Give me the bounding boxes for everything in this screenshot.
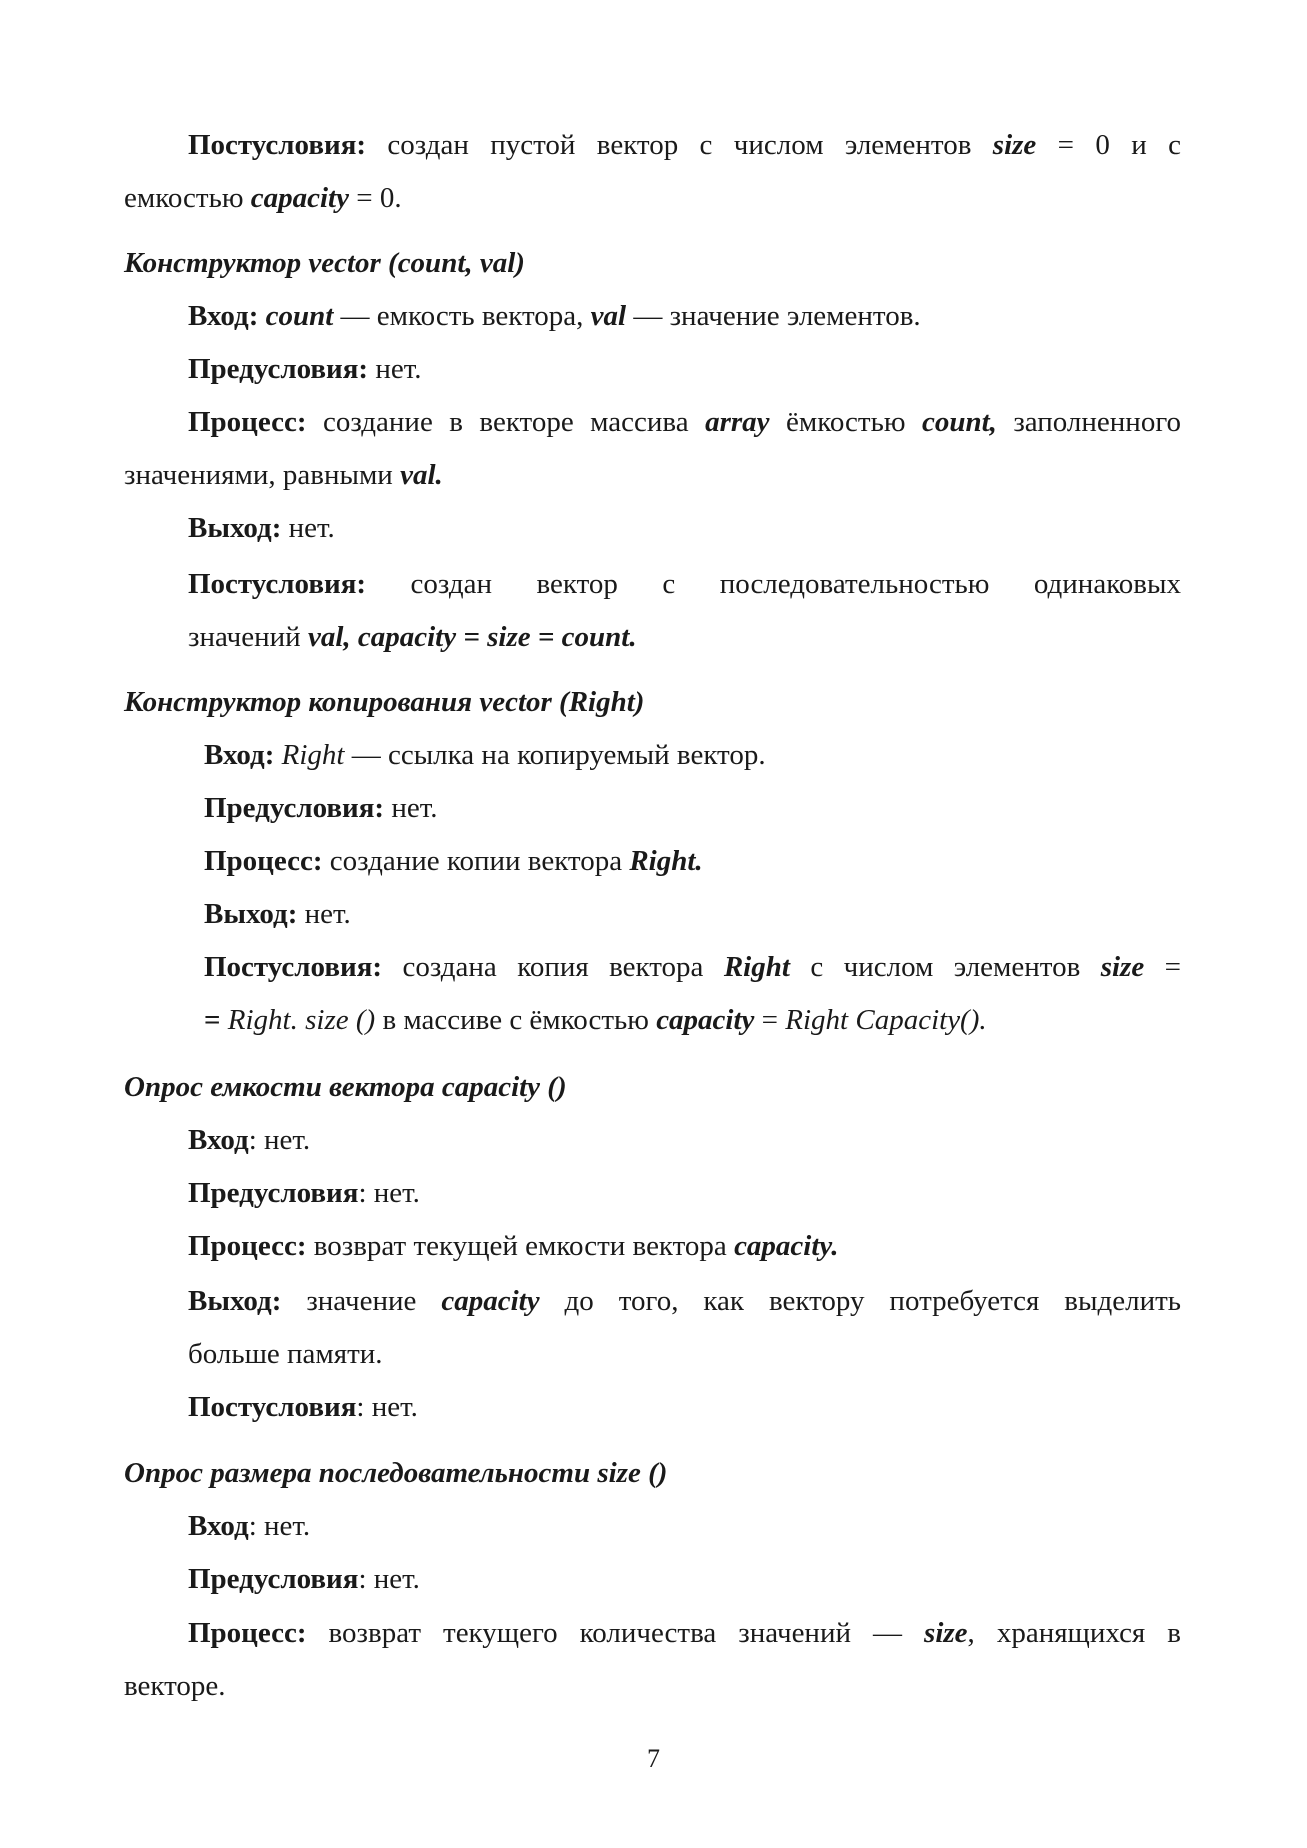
copy-ctor-preconditions (204, 790, 437, 826)
preconditions-label: Предусловия: (188, 353, 369, 385)
process-label: Процесс: (204, 845, 323, 877)
copy-ctor-output (204, 896, 351, 932)
text-span: — ссылка на копируемый вектор. (344, 739, 766, 771)
input-label: Вход (188, 1510, 249, 1542)
section-heading-ctor-count-val: Конструктор vector (count, val) (124, 247, 525, 279)
process-label: Процесс: (188, 406, 307, 438)
text-span: нет. (368, 353, 422, 385)
equation-term: val, capacity = size = count. (307, 621, 637, 653)
text-span: значение (281, 1285, 442, 1317)
postconditions-label: Постусловия: (188, 568, 367, 600)
capacity-term: capacity (441, 1285, 540, 1317)
copy-ctor-input (204, 737, 766, 773)
text-span: емкостью (124, 182, 251, 214)
text-span: создан пустой вектор с числом элементов (366, 129, 993, 161)
input-label: Вход: (188, 300, 259, 332)
postconditions-label: Постусловия: (188, 129, 367, 161)
array-term: array (705, 406, 770, 438)
size-term: size (924, 1617, 968, 1649)
right-term: Right. (629, 845, 703, 877)
size-query-preconditions (188, 1561, 420, 1597)
text-span: , хранящихся в (967, 1617, 1181, 1649)
ctor-count-val-process-line-2 (124, 457, 443, 493)
capacity-term: capacity (250, 182, 349, 214)
capacity-term: capacity. (734, 1230, 839, 1262)
input-label: Вход (188, 1124, 249, 1156)
text-span: : нет. (358, 1563, 420, 1595)
text-span: заполненного (996, 406, 1182, 438)
postconditions-line-1 (188, 127, 1181, 163)
text-span: : нет. (358, 1177, 420, 1209)
ctor-count-val-process-line-1 (188, 404, 1181, 440)
preconditions-label: Предусловия (188, 1563, 359, 1595)
equals-sign: = (204, 1004, 221, 1036)
text-span: создана копия вектора (382, 951, 724, 983)
page-number: 7 (647, 1744, 660, 1773)
capacity-term: capacity (656, 1004, 755, 1036)
count-term: count, (921, 406, 997, 438)
text-span: создание в векторе массива (306, 406, 706, 438)
count-term: count (265, 300, 334, 332)
text-span: = 0. (348, 182, 402, 214)
text-span: нет. (297, 898, 351, 930)
size-query-input (188, 1508, 310, 1544)
size-query-process-line-2: векторе. (124, 1670, 226, 1702)
ctor-count-val-preconditions (188, 351, 421, 387)
preconditions-label: Предусловия: (204, 792, 385, 824)
capacity-query-preconditions (188, 1175, 420, 1211)
process-label: Процесс: (188, 1230, 307, 1262)
text-span: значений (188, 621, 308, 653)
section-heading-size-query: Опрос размера последовательности size () (124, 1457, 668, 1489)
capacity-query-output-line-2: больше памяти. (188, 1338, 383, 1370)
right-size-term: Right. size () (220, 1004, 376, 1036)
postconditions-line-2 (124, 180, 402, 216)
right-capacity-term: Right Capacity(). (785, 1004, 987, 1036)
text-span: : нет. (248, 1124, 311, 1156)
text-span: до того, как вектору потребуется выделить (539, 1285, 1181, 1317)
text-span: — значение элементов. (626, 300, 921, 332)
process-label: Процесс: (188, 1617, 307, 1649)
postconditions-label: Постусловия (188, 1391, 357, 1423)
copy-ctor-postconditions-line-1 (204, 949, 1181, 985)
output-label: Выход: (188, 512, 282, 544)
text-span: ёмкостью (769, 406, 922, 438)
ctor-count-val-input (188, 298, 921, 334)
capacity-query-output-line-1 (188, 1283, 1181, 1319)
text-span: : нет. (356, 1391, 418, 1423)
text-span: возврат текущего количества значений — (306, 1617, 925, 1649)
text-span: = (754, 1004, 786, 1036)
text-span: возврат текущей емкости вектора (306, 1230, 735, 1262)
capacity-query-input (188, 1122, 310, 1158)
text-span: : нет. (248, 1510, 311, 1542)
text-span: нет. (384, 792, 438, 824)
section-heading-copy-ctor: Конструктор копирования vector (Right) (124, 686, 645, 718)
copy-ctor-process (204, 843, 703, 879)
ctor-count-val-output (188, 510, 335, 546)
postconditions-label: Постусловия: (204, 951, 383, 983)
capacity-query-process (188, 1228, 838, 1264)
section-heading-capacity-query: Опрос емкости вектора capacity () (124, 1071, 567, 1103)
size-query-process-line-1 (188, 1615, 1181, 1651)
text-span: — емкость вектора, (333, 300, 591, 332)
text-span: = (1144, 951, 1181, 983)
capacity-query-postconditions (188, 1389, 418, 1425)
output-label: Выход: (188, 1285, 282, 1317)
text-span: = 0 и с (1036, 129, 1181, 161)
text-span: нет. (281, 512, 335, 544)
text-span: создан вектор с последовательностью одинаковых (366, 568, 1181, 600)
text-span: с числом элементов (789, 951, 1101, 983)
text-span: значениями, равными (124, 459, 401, 491)
text-span: создание копии вектора (322, 845, 630, 877)
size-term: size (1100, 951, 1145, 983)
text-span: в массиве с ёмкостью (375, 1004, 657, 1036)
right-term: Right (281, 739, 345, 771)
ctor-count-val-postconditions-line-2 (188, 619, 637, 655)
size-term: size (992, 129, 1037, 161)
preconditions-label: Предусловия (188, 1177, 359, 1209)
ctor-count-val-postconditions-line-1 (188, 566, 1181, 602)
copy-ctor-postconditions-line-2 (204, 1002, 987, 1038)
output-label: Выход: (204, 898, 298, 930)
val-term: val. (400, 459, 443, 491)
val-term: val (590, 300, 627, 332)
input-label: Вход: (204, 739, 275, 771)
right-term: Right (723, 951, 790, 983)
